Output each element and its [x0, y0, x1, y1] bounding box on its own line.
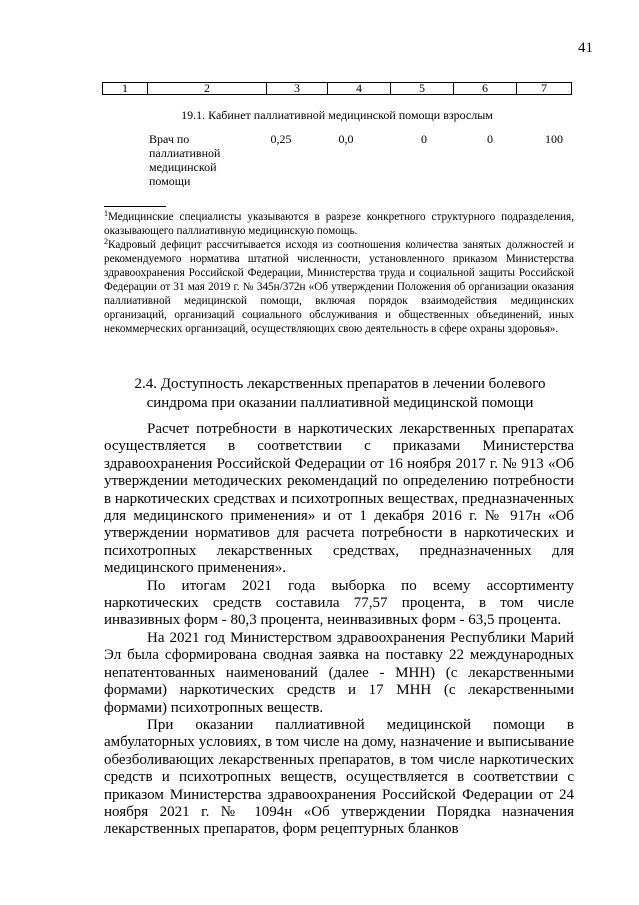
- footnote: [104, 210, 574, 238]
- table-column-numbers: [102, 82, 572, 95]
- paragraph: На 2021 год Министерством здравоохранения Республики Марий Эл была сформирована сводная заявка на поставку 22 международных непатентованных наименований (далее - МНН) (с лекарственными формами) наркотических средств и 17 МНН (с лекарственными формами) психотропных веществ.: [104, 629, 574, 716]
- table-cell: 0: [487, 132, 493, 146]
- paragraph: При оказании паллиативной медицинской помощи в амбулаторных условиях, в том числе на дому, назначение и выписывание обезболивающих лекарственных препаратов, в том числе наркотических средств и психотропных веществ, осуществляется в соответствии с приказом Министерства здравоохранения Российской Федерации от 24 ноября 2021 г. № 1094н «Об утверждении Порядка назначения лекарственных препаратов, форм рецептурных бланков: [104, 716, 574, 838]
- body-text: [104, 421, 574, 839]
- table-cell: 0,0: [338, 132, 354, 146]
- column-number: 1: [103, 83, 148, 95]
- table-cell: 0,25: [270, 132, 292, 146]
- table-cell: 0: [421, 132, 427, 146]
- column-number: 5: [391, 83, 454, 95]
- footnote-divider: [104, 206, 166, 207]
- footnotes: [104, 210, 574, 336]
- page-number: 41: [578, 40, 593, 56]
- footnote-marker: 2: [104, 237, 108, 246]
- column-number: 4: [328, 83, 391, 95]
- footnote-marker: 1: [104, 209, 108, 218]
- column-number: 7: [517, 83, 572, 95]
- paragraph: По итогам 2021 года выборка по всему ассортименту наркотических средств составила 77,57 процента, в том числе инвазивных форм - 80,3 процента, неинвазивных форм - 63,5 процента.: [104, 577, 574, 629]
- table-row-name: Врач по паллиативной медицинской помощи: [149, 132, 221, 188]
- table-section-caption: 19.1. Кабинет паллиативной медицинской помощи взрослым: [181, 108, 493, 122]
- footnote-text: Медицинские специалисты указываются в разрезе конкретного структурного подразделения, оказывающего паллиативную медицинскую помощь.: [104, 211, 574, 237]
- footnote-text: Кадровый дефицит рассчитывается исходя из соотношения количества занятых должностей и рекомендуемого норматива штатной численности, установленного приказом Министерства здравоохранения Российской Федерации, Министерства труда и социальной защиты Российской Федерации от 31 мая 2019 г. № 345н/372н «Об утверждении Положения об организации оказания паллиативной медицинской помощи, включая порядок взаимодействия медицинских организаций, организаций социального обслуживания и общественных объединений, иных некоммерческих организаций, осуществляющих свою деятельность в сфере охраны здоровья».: [104, 239, 574, 335]
- column-number: 2: [148, 83, 267, 95]
- column-number: 6: [454, 83, 517, 95]
- section-title: 2.4. Доступность лекарственных препаратов в лечении болевого синдрома при оказании паллиативной медицинской помощи: [134, 376, 546, 411]
- table-cell: 100: [545, 132, 563, 146]
- column-number: 3: [267, 83, 328, 95]
- paragraph: Расчет потребности в наркотических лекарственных препаратах осуществляется в соответствии с приказами Министерства здравоохранения Российской Федерации от 16 ноября 2017 г. № 913 «Об утверждении методических рекомендаций по определению потребности в наркотических средствах и психотропных веществах, предназначенных для медицинского применения» и от 1 декабря 2016 г. № 917н «Об утверждении нормативов для расчета потребности в наркотических и психотропных лекарственных средствах, предназначенных для медицинского применения».: [104, 421, 574, 577]
- footnote: [104, 238, 574, 336]
